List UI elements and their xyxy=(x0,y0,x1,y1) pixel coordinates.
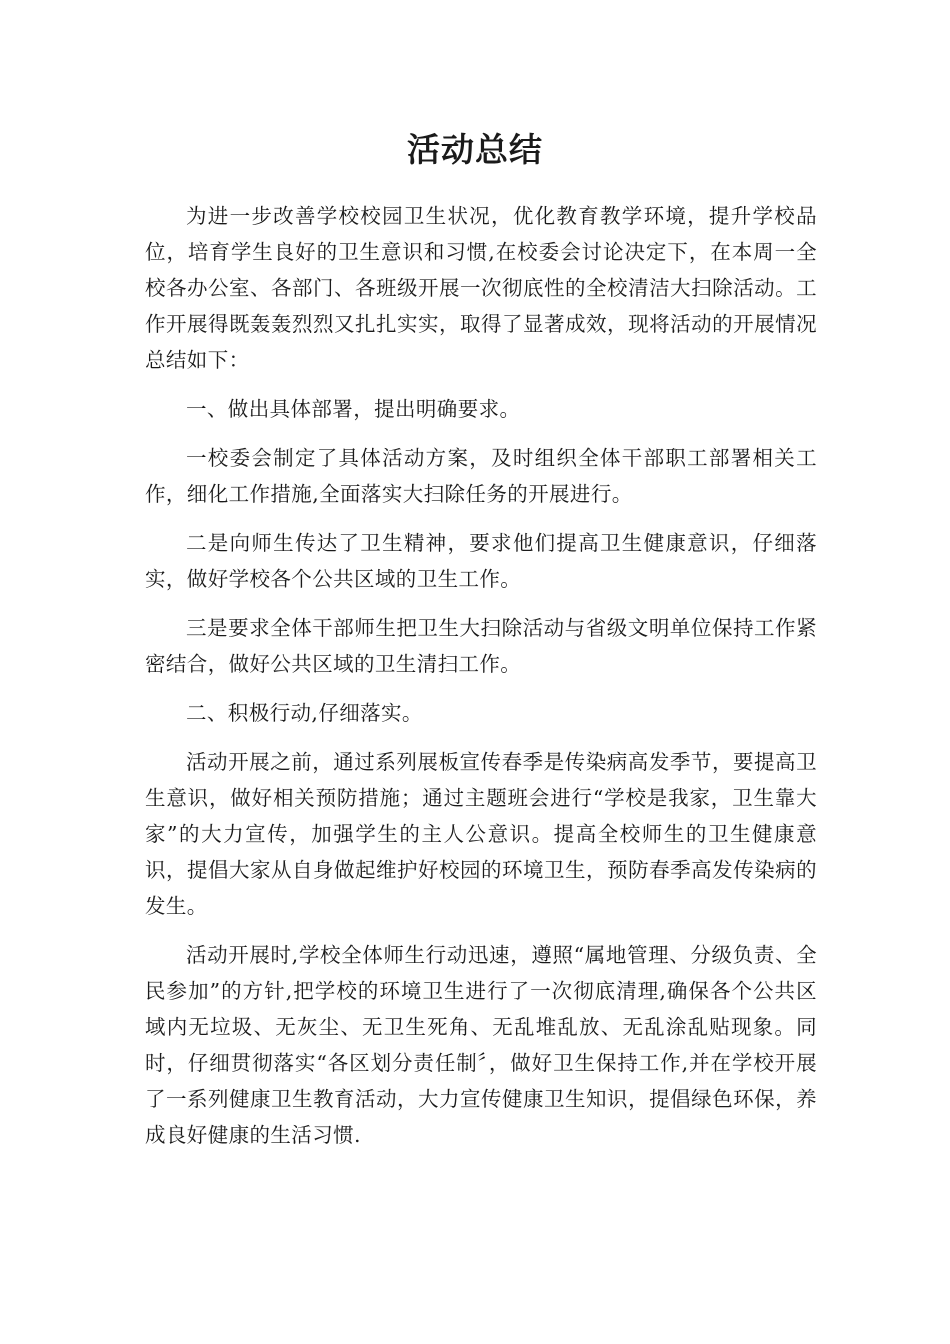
paragraph-point-3: 三是要求全体干部师生把卫生大扫除活动与省级文明单位保持工作紧密结合，做好公共区域的卫生清扫工作。 xyxy=(145,616,817,676)
document-body xyxy=(145,198,817,1166)
paragraph-before-activity: 活动开展之前，通过系列展板宣传春季是传染病高发季节，要提高卫生意识，做好相关预防措施；通过主题班会进行“学校是我家，卫生靠大家”的大力宣传，加强学生的主人公意识。提高全校师生的卫生健康意识，提倡大家从自身做起维护好校园的环境卫生，预防春季高发传染病的发生。 xyxy=(145,750,817,918)
section-heading-2: 二、积极行动,仔细落实。 xyxy=(186,701,423,725)
paragraph-point-2: 二是向师生传达了卫生精神，要求他们提高卫生健康意识，仔细落实，做好学校各个公共区域的卫生工作。 xyxy=(145,531,817,591)
document-title: 活动总结 xyxy=(407,130,543,169)
paragraph-during-activity: 活动开展时,学校全体师生行动迅速，遵照“属地管理、分级负责、全民参加”的方针,把学校的环境卫生进行了一次彻底清理,确保各个公共区域内无垃圾、无灰尘、无卫生死角、无乱堆乱放、无乱涂乱贴现象。同时，仔细贯彻落实“各区划分责任制〞，做好卫生保持工作,并在学校开展了一系列健康卫生教育活动，大力宣传健康卫生知识，提倡绿色环保，养成良好健康的生活习惯. xyxy=(145,943,817,1147)
paragraph-point-1: 一校委会制定了具体活动方案，及时组织全体干部职工部署相关工作，细化工作措施,全面落实大扫除任务的开展进行。 xyxy=(145,446,817,506)
paragraph-intro: 为进一步改善学校校园卫生状况，优化教育教学环境，提升学校品位，培育学生良好的卫生意识和习惯,在校委会讨论决定下，在本周一全校各办公室、各部门、各班级开展一次彻底性的全校清洁大扫除活动。工作开展得既轰轰烈烈又扎扎实实，取得了显著成效，现将活动的开展情况总结如下： xyxy=(145,204,817,372)
section-heading-1: 一、做出具体部署，提出明确要求。 xyxy=(186,397,521,421)
